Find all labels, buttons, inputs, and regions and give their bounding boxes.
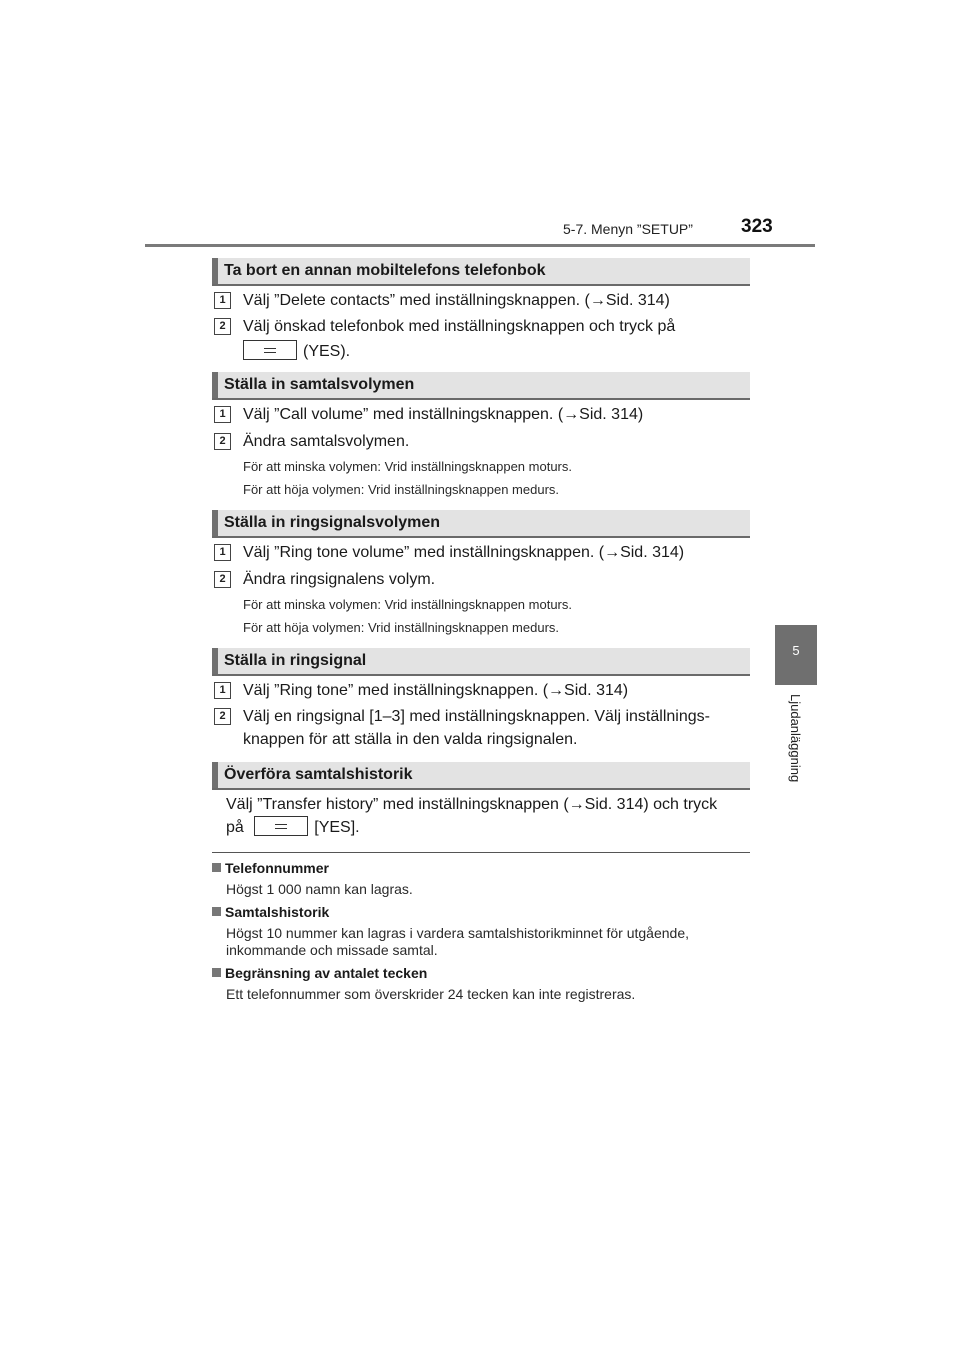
body-text-suffix: [YES]. [314,819,360,836]
info-body-continued: inkommande och missade samtal. [226,942,438,958]
chapter-tab [775,625,817,685]
step-number: 2 [214,318,231,335]
section-title: Ställa in ringsignalsvolymen [224,514,441,531]
section-title: Ta bort en annan mobiltelefons telefonbok [224,262,546,279]
step-number: 1 [214,406,231,423]
info-body: Högst 10 nummer kan lagras i vardera samtalshistorikminnet för utgående, [226,925,689,941]
note-text: För att minska volymen: Vrid inställningsknappen moturs. [243,597,572,612]
section-title: Ställa in ringsignal [224,652,367,669]
step-number: 1 [214,682,231,699]
note-text: För att höja volymen: Vrid inställningsknappen medurs. [243,620,560,635]
note-text: För att höja volymen: Vrid inställningsknappen medurs. [243,482,560,497]
note-text: För att minska volymen: Vrid inställningsknappen moturs. [243,459,572,474]
step-text: Välj ”Ring tone” med inställningsknappen. (→Sid. 314) [243,682,629,699]
step-text-continued [243,339,747,365]
divider [212,852,750,853]
setting-knob-button-icon [254,816,308,836]
page-number: 323 [741,216,773,237]
step-text: Ändra ringsignalens volym. [243,571,436,588]
step-text: Välj önskad telefonbok med inställningsknappen och tryck på [243,318,676,335]
chapter-label: Ljudanläggning [788,694,803,783]
step-number: 1 [214,544,231,561]
section-heading-delete-phonebook [212,258,750,286]
step-number: 2 [214,571,231,588]
body-text-prefix: på [226,819,244,836]
step-text: Välj en ringsignal [1–3] med inställningsknappen. Välj inställnings- [243,708,710,725]
step-number: 1 [214,292,231,309]
info-body: Ett telefonnummer som överskrider 24 tecken kan inte registreras. [226,986,636,1002]
info-title: Begränsning av antalet tecken [212,965,427,981]
step-number: 2 [214,433,231,450]
body-text-continued [226,815,748,841]
info-title: Samtalshistorik [212,904,329,920]
step-text: Välj ”Ring tone volume” med inställningsknappen. (→Sid. 314) [243,544,685,561]
section-heading-call-volume [212,372,750,400]
section-header: 5-7. Menyn ”SETUP” [563,221,693,237]
setting-knob-button-icon [243,340,297,360]
step-number: 2 [214,708,231,725]
step-text: Välj ”Call volume” med inställningsknappen. (→Sid. 314) [243,406,644,423]
section-heading-ring-volume [212,510,750,538]
header-rule [145,244,815,247]
step-text-suffix: (YES). [303,343,351,360]
section-heading-ring-tone [212,648,750,676]
chapter-number: 5 [792,643,800,658]
section-title: Ställa in samtalsvolymen [224,376,415,393]
step-text-continued: knappen för att ställa in den valda ringsignalen. [243,731,578,748]
info-title: Telefonnummer [212,860,329,876]
section-heading-transfer-history [212,762,750,790]
section-title: Överföra samtalshistorik [224,766,413,783]
info-body: Högst 1 000 namn kan lagras. [226,881,413,897]
step-text: Ändra samtalsvolymen. [243,433,410,450]
step-text: Välj ”Delete contacts” med inställningsknappen. (→Sid. 314) [243,292,670,309]
body-text: Välj ”Transfer history” med inställningsknappen (→Sid. 314) och tryck [226,796,718,813]
